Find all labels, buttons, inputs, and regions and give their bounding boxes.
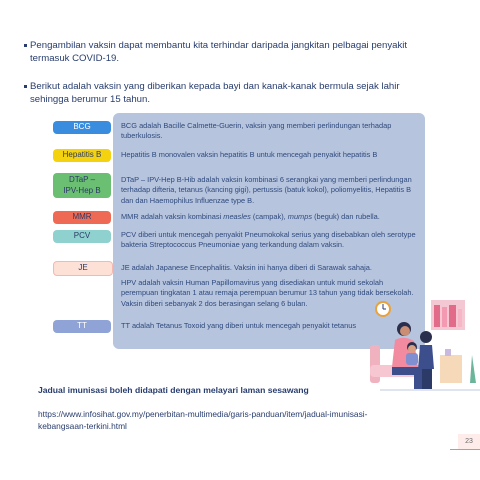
mother-child-illustration — [340, 285, 480, 395]
vaccine-desc-pcv: PCV diberi untuk mencegah penyakit Pneumokokal serius yang disebabkan oleh serotype bakteria Streptococcus Pneumoniae yang terkandung dalam vaksin. — [121, 230, 416, 250]
vaccine-tag-pcv: PCV — [53, 230, 111, 243]
bullet-dot — [24, 44, 27, 47]
vaccine-desc-hepatitis-b: Hepatitis B monovalen vaksin hepatitis B untuk mencegah penyakit hepatitis B — [121, 150, 378, 159]
vaccine-tag-dtap: DTaP – IPV-Hep B — [53, 173, 111, 198]
bullet-item — [30, 40, 430, 65]
footer-link[interactable]: https://www.infosihat.gov.my/penerbitan-multimedia/garis-panduan/item/jadual-imunisasi-kebangsaan-terkini.html — [38, 409, 368, 431]
vaccine-tag-bcg: BCG — [53, 121, 111, 134]
vaccine-desc-mmr: MMR adalah vaksin kombinasi measles (campak), mumps (beguk) dan rubella. — [121, 212, 380, 221]
vaccine-desc-dtap: DTaP – IPV-Hep B-Hib adalah vaksin kombinasi 6 serangkai yang memberi perlindungan terhadap difteria, tetanus (kancing gigi), pertussis (batuk kokol), poliomyelitis, Hepatitis B dan dan Haemophilus Influenzae type B. — [121, 175, 412, 205]
floor-line — [380, 389, 480, 391]
vaccine-tag-hepatitis-b: Hepatitis B — [53, 149, 111, 162]
vaccine-desc-tt: TT adalah Tetanus Toxoid yang diberi untuk mencegah penyakit tetanus — [121, 321, 357, 330]
bullet-text: Berikut adalah vaksin yang diberikan kepada bayi dan kanak-kanak bermula sejak lahir sehingga berumur 15 tahun. — [30, 81, 400, 105]
vaccine-tag-je: JE — [53, 261, 113, 276]
bullet-item — [30, 81, 430, 106]
vaccine-desc-bcg: BCG adalah Bacille Calmette-Guerin, vaksin yang memberi perlindungan terhadap tuberkulosis. — [121, 121, 392, 141]
bullet-dot — [24, 85, 27, 88]
page-number-underline — [450, 449, 480, 450]
vaccine-desc-je: JE adalah Japanese Encephalitis. Vaksin ini hanya diberi di Sarawak sahaja. — [121, 263, 372, 272]
page-number: 23 — [458, 434, 480, 450]
vaccine-desc-hpv: HPV adalah vaksin Human Papillomavirus yang disediakan untuk murid sekolah perempuan tingkatan 1 atau remaja perempuan berumur 13 tahun yang tidak bersekolah. Vaksin diberi sebanyak 2 dos berasingan selang 6 bulan. — [121, 278, 414, 308]
vaccine-tag-tt: TT — [53, 320, 111, 333]
vaccine-tag-mmr: MMR — [53, 211, 111, 224]
bullet-text: Pengambilan vaksin dapat membantu kita terhindar daripada jangkitan pelbagai penyakit termasuk COVID-19. — [30, 40, 408, 64]
footer-heading: Jadual imunisasi boleh didapati dengan melayari laman sesawang — [38, 385, 309, 395]
